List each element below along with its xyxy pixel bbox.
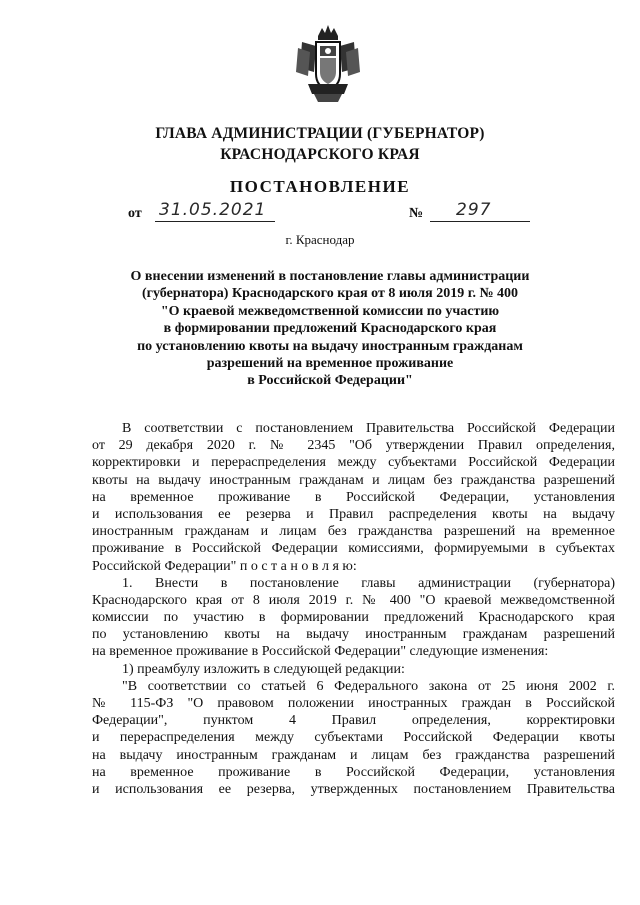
- title-line: разрешений на временное проживание: [206, 356, 454, 372]
- body-line: комиссии по участию в формировании предложений Краснодарского края: [92, 610, 615, 626]
- body-line: В соответствии с постановлением Правительства Российской Федерации: [122, 421, 615, 436]
- body-line: Краснодарского края от 8 июля 2019 г. № 400 "О краевой межведомственной: [92, 592, 615, 608]
- body-line: и использования ее резерва и Правил распределения квоты на выдачу: [92, 506, 615, 522]
- body-line: проживание в Российской Федерации комиссиями, формируемыми в субъектах: [92, 541, 615, 557]
- body-line: "В соответствии со статьей 6 Федерального закона от 25 июня 2002 г.: [122, 678, 615, 694]
- body-line: по установлению квоты на выдачу иностранным гражданам разрешений: [92, 627, 615, 643]
- body-line: и перераспределения между субъектами Российской Федерации квоты: [92, 730, 615, 746]
- body-line: № 115-ФЗ "О правовом положении иностранных граждан в Российской: [92, 696, 615, 711]
- title-line: (губернатора) Краснодарского края от 8 июля 2019 г. № 400: [141, 286, 519, 302]
- title-line: "О краевой межведомственной комиссии по участию: [160, 303, 500, 319]
- title-line: в формировании предложений Краснодарского края: [163, 321, 497, 337]
- body-line: от 29 декабря 2020 г. № 2345 "Об утверждении Правил определения,: [92, 438, 615, 454]
- body-line: на выдачу иностранным гражданам и лицам без гражданства разрешений: [92, 747, 615, 763]
- body-line: на временное проживание в Российской Федерации, установления: [92, 489, 615, 505]
- date-label: от: [128, 206, 142, 221]
- body-line: 1) преамбулу изложить в следующей редакции:: [122, 661, 405, 677]
- authority-title-line-2: КРАСНОДАРСКОГО КРАЯ: [220, 146, 420, 163]
- city-name: г. Краснодар: [285, 232, 355, 247]
- body-line: на временное проживание в Российской Федерации, установления: [92, 764, 615, 780]
- body-line: и использования ее резерва, утвержденных постановлением Правительства: [92, 781, 615, 797]
- number-label: №: [409, 206, 424, 221]
- title-line: в Российской Федерации": [247, 373, 413, 389]
- krasnodar-coat-of-arms-icon: [294, 22, 362, 106]
- document-title: [100, 268, 560, 390]
- body-line: иностранным гражданам и лицам без гражданства разрешений на временное: [92, 524, 615, 540]
- body-line: Российской Федерации" п о с т а н о в л я ю:: [92, 558, 357, 574]
- title-line: О внесении изменений в постановление главы администрации: [130, 269, 530, 284]
- body-line: квоты на выдачу иностранным гражданам и лицам без гражданства разрешений: [92, 472, 615, 488]
- title-line: по установлению квоты на выдачу иностранным гражданам: [137, 338, 523, 354]
- date-value: 31.05.2021: [155, 200, 275, 222]
- document-type-heading: ПОСТАНОВЛЕНИЕ: [229, 177, 411, 196]
- authority-title-line-1: ГЛАВА АДМИНИСТРАЦИИ (ГУБЕРНАТОР): [155, 125, 485, 142]
- body-line: 1. Внести в постановление главы администрации (губернатора): [122, 575, 615, 591]
- document-body: [92, 420, 615, 798]
- number-value: 297: [430, 200, 530, 222]
- body-line: корректировки и перераспределения между субъектами Российской Федерации: [92, 455, 615, 471]
- body-line: на временное проживание в Российской Федерации" следующие изменения:: [92, 644, 549, 660]
- body-line: Федерации", пунктом 4 Правил определения, корректировки: [92, 713, 615, 729]
